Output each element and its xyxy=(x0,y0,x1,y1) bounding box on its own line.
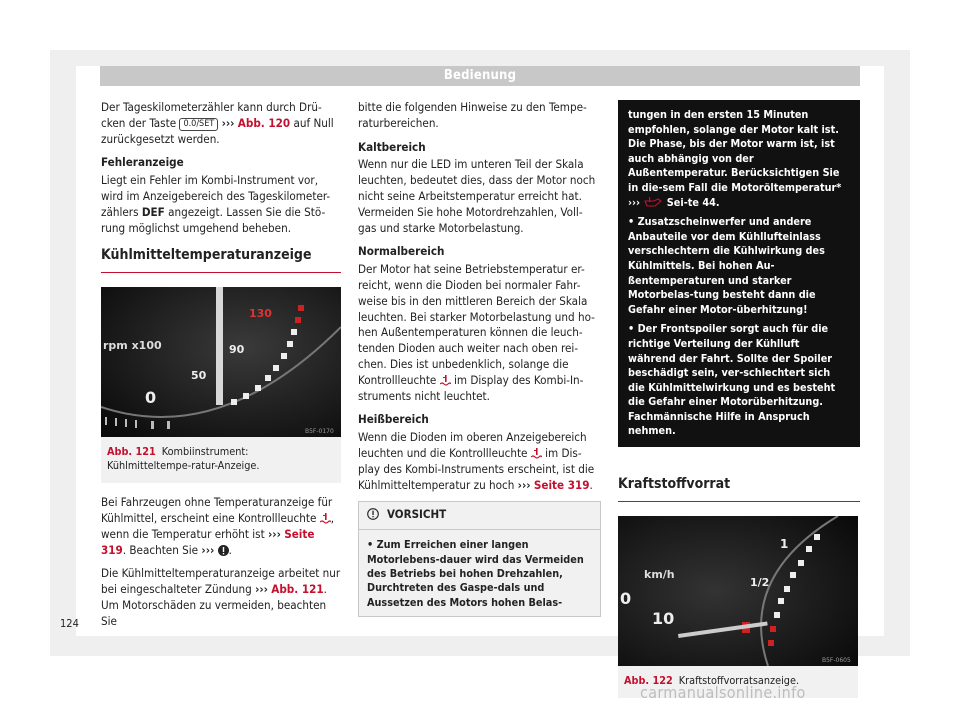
caution-body xyxy=(359,530,600,616)
gauge-label-90: 90 xyxy=(229,343,245,357)
text: , wenn die Temperatur erhöht ist xyxy=(101,510,334,541)
figure-121 xyxy=(101,287,341,483)
heading-heissbereich: Heißbereich xyxy=(358,412,429,427)
caution-header xyxy=(359,502,600,530)
page-link[interactable]: Seite 319 xyxy=(533,477,590,492)
text: im Dis-play des Kombi-Instruments erscheint, ist die Kühlmitteltemperatur zu hoch xyxy=(358,445,595,492)
figure-code: B5F-0605 xyxy=(822,656,851,664)
column-3 xyxy=(618,100,860,698)
paragraph-warning-light: Bei Fahrzeugen ohne Temperaturanzeige für Kühlmittel, erscheint eine Kontrollleuchte , wenn die Temperatur erhöht ist ››› Seite 319. Beachten Sie ››› . xyxy=(101,495,334,557)
ref-arrow: ››› xyxy=(267,526,281,541)
paragraph-error xyxy=(101,173,341,236)
caution-continued-box xyxy=(618,100,860,447)
text: Der Frontspoiler sorgt auch für die richtige Verteilung der Kühlluft während der Fahrt. Sollte der Spoiler beschädigt sein, ver-schlechtert sich die Kühlmittelwirkung und es besteht die Gefahr einer Motorüberhitzung. Fachmännische Hilfe in Anspruch nehmen. xyxy=(628,322,836,438)
text: angezeigt. Lassen Sie die Stö-rung möglichst umgehend beheben. xyxy=(101,204,326,235)
text: Liegt ein Fehler im Kombi-Instrument vor, wird im Anzeigebereich des Tageskilometer-zählers xyxy=(101,173,331,219)
watermark: carmanualsonline.info xyxy=(640,683,806,702)
exclamation-circle-icon xyxy=(218,545,229,556)
text: . Beachten Sie xyxy=(122,542,199,557)
oil-temperature-icon xyxy=(643,197,663,208)
ref-arrow: ››› xyxy=(221,115,235,130)
section-title-fuel: Kraftstoffvorrat xyxy=(618,477,860,502)
gauge-label-rpm: rpm x100 xyxy=(103,339,162,353)
caption-text: Kraftstoffvorratsanzeige. xyxy=(678,673,800,687)
coolant-warning-icon xyxy=(531,448,542,459)
ref-arrow: ››› xyxy=(255,582,268,597)
heading-fehleranzeige: Fehleranzeige xyxy=(101,155,184,170)
caution-bullet: • Zum Erreichen einer langen Motorlebens-dauer wird das Vermeiden des Betriebs bei hohen Drehzahlen, Durchtreten des Gaspe-dals und Aussetzen des Motors hohen Belas- xyxy=(367,538,584,609)
figure-code: B5F-0170 xyxy=(305,428,334,436)
text: Wenn die Dioden im oberen Anzeigebereich leuchten und die Kontrollleuchte xyxy=(358,430,587,460)
fuel-label-half: 1/2 xyxy=(750,575,770,589)
ref-arrow: ››› xyxy=(628,195,641,209)
figure-number: Abb. 121 xyxy=(107,445,156,459)
caution-title: VORSICHT xyxy=(387,507,447,522)
gauge-label-zero: 0 xyxy=(145,388,157,408)
figure-caption xyxy=(101,437,341,483)
page-header: Bedienung xyxy=(100,66,860,86)
section-title-coolant: Kühlmitteltemperaturanzeige xyxy=(101,248,341,273)
coolant-warning-icon xyxy=(320,513,331,524)
figure-link[interactable]: Abb. 120 xyxy=(237,115,291,130)
text: . Um Motorschäden zu vermeiden, beachten Sie xyxy=(101,582,327,628)
speed-label-10: 10 xyxy=(652,608,675,628)
gauge-label-50: 50 xyxy=(191,369,207,383)
info-circle-icon xyxy=(367,508,379,520)
text: . xyxy=(589,477,593,492)
paragraph-cold: Wenn nur die LED im unteren Teil der Skala leuchten, bedeutet dies, dass der Motor noch nicht seine Arbeitstemperatur erreicht hat. Vermeiden Sie hohe Motordrehzahlen, Voll-gas und starke Motorbelastung. xyxy=(358,157,596,235)
key-label-set: 0.0/SET xyxy=(179,118,218,131)
text: tungen in den ersten 15 Minuten empfohlen, solange der Motor kalt ist. Die Phase, bis der Motor warm ist, ist auch abhängig von der Außentemperatur. Berücksichtigen Sie in die-sem Fall die Motoröltemperatur* xyxy=(628,108,842,194)
page-link[interactable]: Seite 319 xyxy=(101,526,315,557)
text: Der Tageskilometerzähler kann durch Drü-cken der Taste xyxy=(101,100,322,130)
paragraph-trip-reset xyxy=(101,100,341,147)
def-label: DEF xyxy=(141,204,165,219)
heading-normalbereich: Normalbereich xyxy=(358,244,445,259)
page-link[interactable]: Sei-te 44 xyxy=(666,195,716,209)
text: Der Motor hat seine Betriebstemperatur er-reicht, wenn die Dioden bei normaler Fahr-weise bis in den mittleren Bereich der Skala leuchten. Bei starker Motorbelastung und ho-hen Außentemperaturen können die leuch-tenden Dioden auch weiter nach oben rei-chen. Dies ist unbedenklich, solange die Kontrollleuchte xyxy=(358,262,595,387)
page-number: 124 xyxy=(60,617,79,630)
paragraph-intro: bitte die folgenden Hinweise zu den Tempe-raturbereichen. xyxy=(358,100,587,130)
caution-box xyxy=(358,501,601,617)
figure-link[interactable]: Abb. 121 xyxy=(271,582,324,597)
fuel-label-full: 1 xyxy=(780,536,789,551)
paragraph-hot xyxy=(358,430,601,493)
speed-label-zero: 0 xyxy=(620,588,632,608)
figure-122 xyxy=(618,516,858,698)
paragraph-normal xyxy=(358,262,601,404)
caption-text: Kombiinstrument: Kühlmitteltempe-ratur-Anzeige. xyxy=(107,445,260,473)
text: Zum Erreichen einer langen Motorlebens-dauer wird das Vermeiden des Betriebs bei hohen Drehzahlen, Durchtreten des Gaspe-dals und Aussetzen des Motors hohen Belas- xyxy=(367,538,584,609)
column-2 xyxy=(358,100,601,617)
heading-kaltbereich: Kaltbereich xyxy=(358,139,426,154)
speed-unit-label: km/h xyxy=(644,567,675,581)
caution-bullet: • Zusatzscheinwerfer und andere Anbauteile vor dem Kühllufteinlass verschlechtern die Kühlwirkung des Kühlmittels. Bei hohen Au-ßentemperaturen und starker Motorbelas-tung besteht dann die Gefahr einer Motor-überhitzung! xyxy=(628,215,825,316)
ref-arrow: ››› xyxy=(201,542,215,557)
text: Zusatzscheinwerfer und andere Anbauteile vor dem Kühllufteinlass verschlechtern die Kühlwirkung des Kühlmittels. Bei hohen Au-ßentemperaturen und starker Motorbelas-tung besteht dann die Gefahr einer Motor-überhitzung! xyxy=(628,215,825,316)
coolant-gauge-image xyxy=(101,287,341,437)
caution-bullet: • Der Frontspoiler sorgt auch für die richtige Verteilung der Kühlluft während der Fahrt. Sollte der Spoiler beschädigt sein, ver-schlechtert sich die Kühlmittelwirkung und es besteht die Gefahr einer Motorüberhitzung. Fachmännische Hilfe in Anspruch nehmen. xyxy=(628,322,836,438)
gauge-label-130: 130 xyxy=(249,307,272,321)
ref-arrow: ››› xyxy=(517,477,531,492)
caution-continued-text xyxy=(628,108,850,210)
fuel-gauge-image xyxy=(618,516,858,666)
paragraph-coolant-display xyxy=(101,566,341,629)
text: Die Kühlmitteltemperaturanzeige arbeitet nur bei eingeschalteter Zündung xyxy=(101,566,341,597)
text: im Display des Kombi-In-struments nicht leuchtet. xyxy=(358,372,584,403)
coolant-warning-icon xyxy=(440,375,451,386)
figure-number: Abb. 122 xyxy=(624,673,673,687)
text: . xyxy=(715,195,720,209)
text: auf Null zurückgesetzt werden. xyxy=(101,115,334,146)
column-1 xyxy=(101,100,341,638)
text: Bei Fahrzeugen ohne Temperaturanzeige für Kühlmittel, erscheint eine Kontrollleuchte xyxy=(101,495,333,525)
